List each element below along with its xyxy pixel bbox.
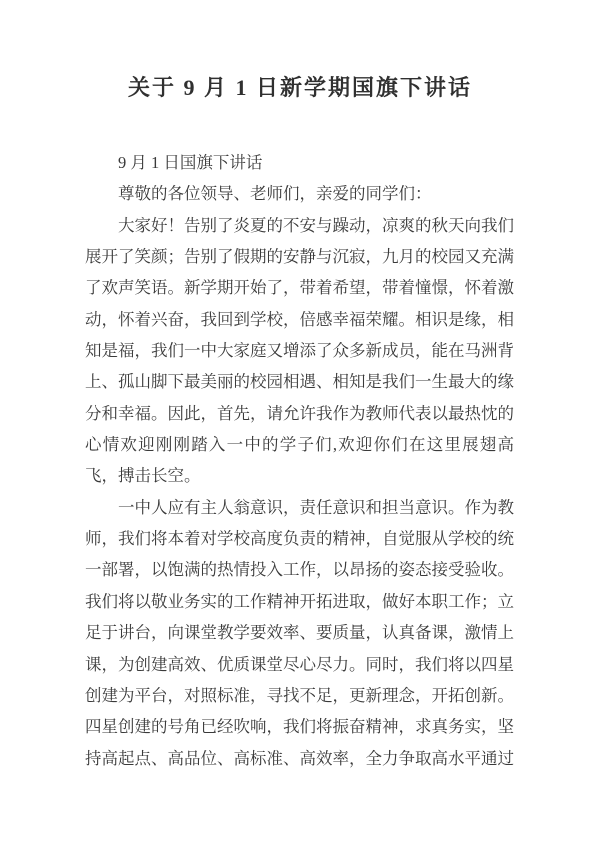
- paragraph-salutation: 尊敬的各位领导、老师们，亲爱的同学们：: [118, 184, 432, 204]
- paragraph-body-1: 大家好！告别了炎夏的不安与躁动，凉爽的秋天向我们展开了笑颜；告别了假期的安静与沉寂，九月的校园又充满了欢声笑语。新学期开始了，带着希望，带着憧憬，怀着激动，怀着兴奋，我回到学校，倍感幸福荣耀。相识是缘，相知是福，我们一中大家庭又增添了众多新成员，能在马洲背上、孤山脚下最美丽的校园相遇、相知是我们一生最大的缘分和幸福。因此，首先，请允许我作为教师代表以最热忱的心情欢迎刚刚踏入一中的学子们,欢迎你们在这里展翅高飞，搏击长空。: [85, 215, 514, 486]
- document-body: [85, 147, 514, 774]
- paragraph-subtitle: 9 月 1 日国旗下讲话: [118, 153, 263, 172]
- document-title: 关于 9 月 1 日新学期国旗下讲话: [127, 75, 472, 100]
- paragraph-body-2: 一中人应有主人翁意识，责任意识和担当意识。作为教师，我们将本着对学校高度负责的精神，自觉服从学校的统一部署，以饱满的热情投入工作，以昂扬的姿态接受验收。我们将以敬业务实的工作精神开拓进取，做好本职工作；立足于讲台，向课堂教学要效率、要质量，认真备课，激情上课，为创建高效、优质课堂尽心尽力。同时，我们将以四星创建为平台，对照标准，寻找不足，更新理念，开拓创新。四星创建的号角已经吹响，我们将振奋精神，求真务实，坚持高起点、高品位、高标准、高效率，全力争取高水平通过: [85, 497, 514, 768]
